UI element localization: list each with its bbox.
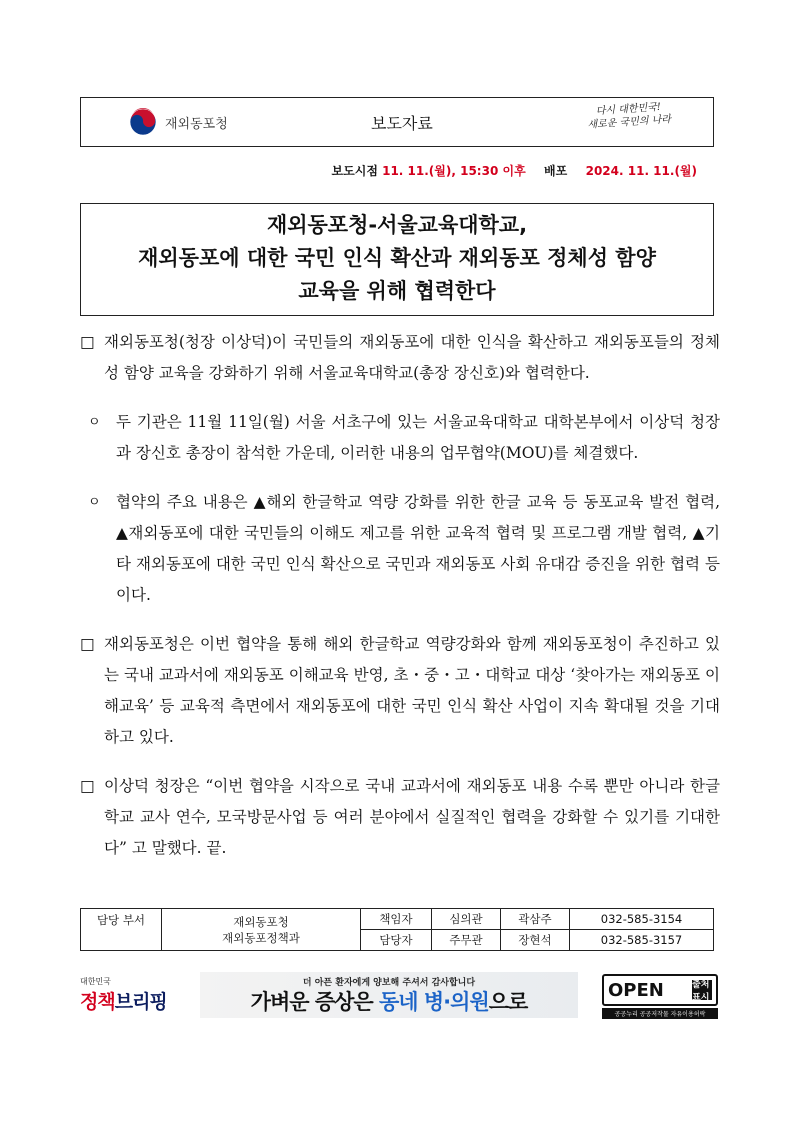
footer — [80, 968, 720, 1020]
square-bullet: □ — [80, 333, 95, 351]
phone-cell: 032-585-3157 — [570, 930, 714, 951]
paragraph-text: 재외동포청(청장 이상덕)이 국민들의 재외동포에 대한 인식을 확산하고 재외동포들의 정체성 함양 교육을 강화하기 위해 서울교육대학교(총장 장신호)와 협력한다. — [104, 333, 720, 382]
release-time-label: 보도시점 — [331, 164, 378, 178]
open-label: OPEN — [608, 979, 664, 1001]
campaign-banner[interactable] — [200, 972, 578, 1018]
dept-name — [162, 909, 361, 951]
circle-bullet: ㅇ — [88, 415, 101, 430]
distribution-value: 2024. 11. 11.(월) — [585, 164, 697, 178]
body-text — [80, 327, 720, 882]
square-bullet: □ — [80, 777, 95, 795]
banner-main-c: 으로 — [488, 990, 528, 1014]
role-cell: 책임자 — [361, 909, 432, 930]
paragraph-text: 이상덕 청장은 “이번 협약을 시작으로 국내 교과서에 재외동포 내용 수록 뿐만 아니라 한글학교 교사 연수, 모국방문사업 등 여러 분야에서 실질적인 협력을 강화할 수 있기를 기대한다” 고 말했다. 끝. — [104, 777, 720, 857]
distribution-label: 배포 — [544, 164, 568, 178]
brief-big-b: 브리핑 — [114, 991, 167, 1013]
phone-cell: 032-585-3154 — [570, 909, 714, 930]
policy-briefing-logo[interactable] — [80, 976, 167, 1014]
paragraph — [80, 327, 720, 389]
open-caption: 공공누리 공공저작물 자유이용허락 — [602, 1008, 718, 1019]
name-cell: 곽삼주 — [501, 909, 570, 930]
slogan-line1: 다시 대한민국! — [595, 101, 662, 118]
name-cell: 장현석 — [501, 930, 570, 951]
brief-small-label: 대한민국 — [80, 977, 111, 986]
dept-label: 담당 부서 — [81, 909, 162, 951]
role-cell: 담당자 — [361, 930, 432, 951]
dept-line1: 재외동포청 — [233, 914, 289, 929]
circle-bullet: ㅇ — [88, 495, 101, 510]
slogan — [587, 100, 672, 132]
open-box — [602, 974, 718, 1006]
taegeuk-icon — [129, 108, 157, 136]
table-row — [81, 909, 714, 930]
title-line1: 재외동포청-서울교육대학교, — [266, 213, 528, 237]
attribution-icon: 출처표시 — [692, 980, 712, 1000]
banner-main-a: 가벼운 증상은 — [250, 990, 380, 1014]
release-label: 보도자료 — [371, 114, 433, 133]
dept-line2: 재외동포정책과 — [222, 930, 300, 945]
slogan-line2: 새로운 국민의 나라 — [587, 114, 672, 131]
org-logo — [129, 108, 228, 136]
title-cell: 주무관 — [432, 930, 501, 951]
banner-sub-text: 더 아픈 환자에게 양보해 주셔서 감사합니다 — [302, 978, 476, 988]
org-name: 재외동포청 — [165, 116, 228, 132]
brief-big-a: 정책 — [80, 991, 115, 1013]
brief-big-label — [80, 987, 167, 1014]
title-line2: 재외동포에 대한 국민 인식 확산과 재외동포 정체성 함양 — [138, 246, 656, 270]
open-license-badge[interactable] — [602, 974, 718, 1016]
paragraph — [80, 629, 720, 753]
paragraph — [80, 771, 720, 864]
release-info — [332, 162, 697, 179]
header-box — [80, 97, 714, 147]
sub-paragraph — [80, 407, 720, 469]
square-bullet: □ — [80, 635, 95, 653]
paragraph-text: 재외동포청은 이번 협약을 통해 해외 한글학교 역량강화와 함께 재외동포청이 추진하고 있는 국내 교과서에 재외동포 이해교육 반영, 초・중・고・대학교 대상 ‘찾아가는 재외동포 이해교육’ 등 교육적 측면에서 재외동포에 대한 국민 인식 확산 사업이 지속 확대될 것을 기대하고 있다. — [104, 635, 720, 746]
banner-main-b: 동네 병·의원 — [379, 990, 489, 1014]
banner-main-text — [200, 988, 578, 1016]
title-box — [80, 203, 714, 316]
sub-paragraph — [80, 487, 720, 611]
contact-table — [80, 908, 714, 951]
sub-paragraph-text: 두 기관은 11월 11일(월) 서울 서초구에 있는 서울교육대학교 대학본부에서 이상덕 청장과 장신호 총장이 참석한 가운데, 이러한 내용의 업무협약(MOU)를 체결했다. — [116, 413, 720, 462]
title-cell: 심의관 — [432, 909, 501, 930]
title-line3: 교육을 위해 협력한다 — [298, 279, 496, 303]
sub-paragraph-text: 협약의 주요 내용은 ▲해외 한글학교 역량 강화를 위한 한글 교육 등 동포교육 발전 협력, ▲재외동포에 대한 국민들의 이해도 제고를 위한 교육적 협력 및 프로그램 개발 협력, ▲기타 재외동포에 대한 국민 인식 확산으로 국민과 재외동포 사회 유대감 증진을 위한 협력 등이다. — [116, 493, 720, 604]
release-time-value: 11. 11.(월), 15:30 이후 — [382, 164, 526, 178]
